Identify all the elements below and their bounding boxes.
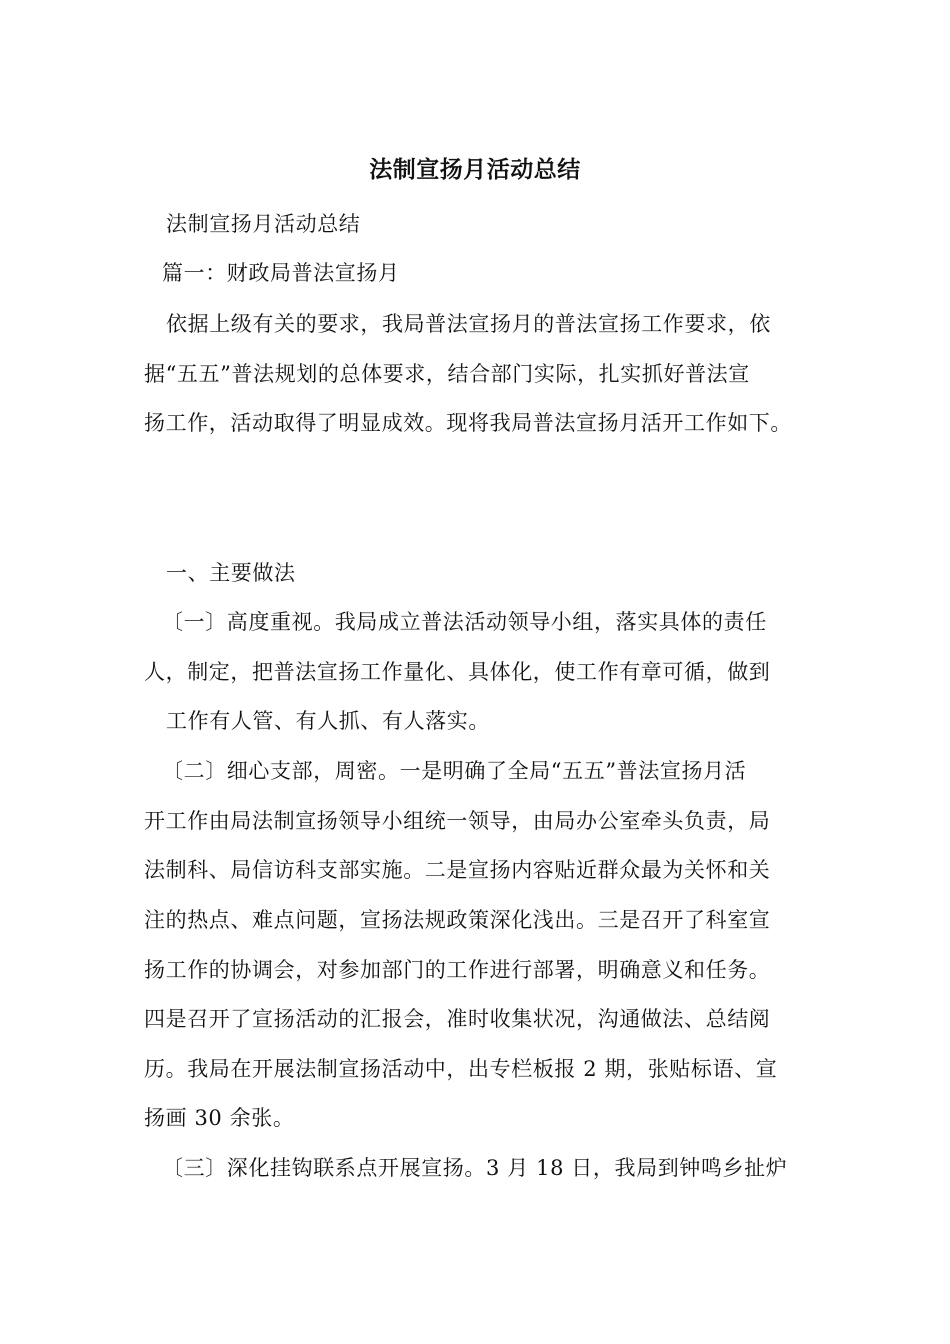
paragraph-line: 〔二〕细心支部，周密。一是明确了全局“五五”普法宣扬月活 xyxy=(162,759,747,783)
paragraph-line: 据“五五”普法规划的总体要求，结合部门实际，扎实抓好普法宣 xyxy=(144,362,750,386)
paragraph-line: 历。我局在开展法制宣扬活动中，出专栏板报 2 期，张贴标语、宣 xyxy=(144,1057,778,1081)
paragraph-line: 人，制定，把普法宣扬工作量化、具体化，使工作有章可循，做到 xyxy=(144,660,771,684)
subtitle-line: 法制宣扬月活动总结 xyxy=(166,212,361,236)
paragraph-line: 法制科、局信访科支部实施。二是宣扬内容贴近群众最为关怀和关 xyxy=(144,858,771,882)
section-heading: 一、主要做法 xyxy=(166,561,296,585)
paragraph-line: 扬工作的协调会，对参加部门的工作进行部署，明确意义和任务。 xyxy=(144,958,771,982)
paragraph-line: 〔三〕深化挂钩联系点开展宣扬。3 月 18 日，我局到钟鸣乡扯炉 xyxy=(162,1156,788,1180)
paragraph-line: 开工作由局法制宣扬领导小组统一领导，由局办公室牵头负责，局 xyxy=(144,809,771,833)
paragraph-line: 注的热点、难点问题，宣扬法规政策深化浅出。三是召开了科室宣 xyxy=(144,908,771,932)
document-title: 法制宣扬月活动总结 xyxy=(369,156,581,183)
paragraph-line: 扬画 30 余张。 xyxy=(144,1106,295,1130)
paragraph-line: 四是召开了宣扬活动的汇报会，准时收集状况，沟通做法、总结阅 xyxy=(144,1007,771,1031)
paragraph-line: 扬工作，活动取得了明显成效。现将我局普法宣扬月活开工作如下。 xyxy=(144,411,792,435)
paragraph-line: 依据上级有关的要求，我局普法宣扬月的普法宣扬工作要求，依 xyxy=(166,312,771,336)
section-heading: 篇一：财政局普法宣扬月 xyxy=(162,261,400,285)
paragraph-line: 工作有人管、有人抓、有人落实。 xyxy=(166,709,490,733)
paragraph-line: 〔一〕高度重视。我局成立普法活动领导小组，落实具体的责任 xyxy=(162,610,767,634)
